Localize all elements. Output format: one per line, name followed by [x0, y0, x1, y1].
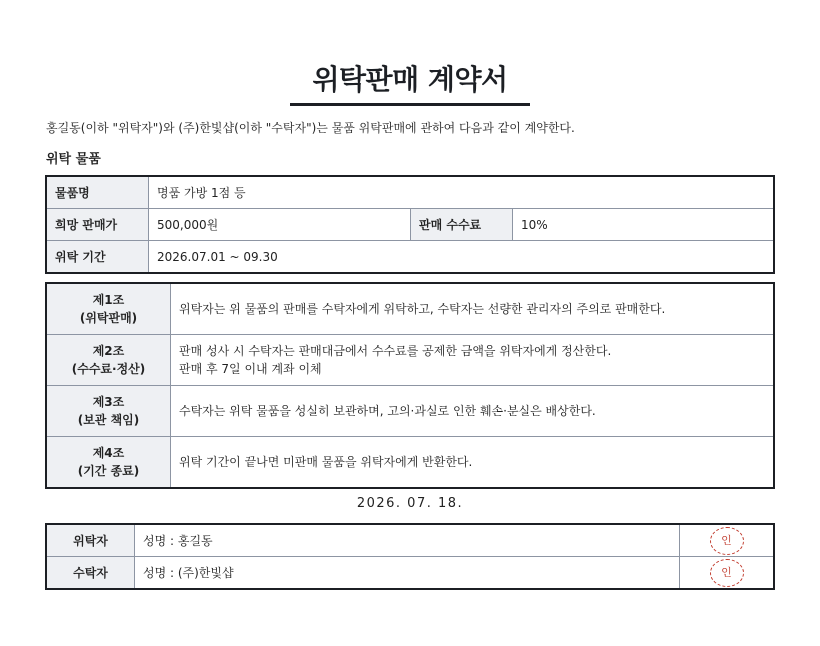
section-label-items: 위탁 물품 — [46, 152, 101, 167]
article-title: (위탁판매) — [79, 311, 138, 325]
signer-name: 성명 : (주)한빛샵 — [135, 557, 680, 589]
signer-name: 성명 : 홍길동 — [135, 525, 680, 557]
article-title: (기간 종료) — [77, 464, 140, 478]
article-text: 판매 성사 시 수탁자는 판매대금에서 수수료를 공제한 금액을 위탁자에게 정산한다. — [179, 344, 612, 358]
seal-stamp-icon: 인 — [710, 559, 744, 587]
table-row — [47, 437, 774, 488]
period-value: 2026.07.01 ~ 09.30 — [149, 241, 774, 273]
document-title: 위탁판매 계약서 — [290, 60, 530, 106]
seal-cell[interactable] — [680, 525, 774, 557]
article-content — [171, 335, 774, 386]
article-heading — [47, 437, 171, 488]
article-heading — [47, 335, 171, 386]
table-row — [47, 557, 774, 589]
contract-date: 2026. 07. 18. — [356, 496, 464, 511]
article-content — [171, 437, 774, 488]
article-text-sub: 판매 후 7일 이내 계좌 이체 — [179, 362, 322, 376]
signer-role: 수탁자 — [47, 557, 135, 589]
article-text: 위탁자는 위 물품의 판매를 수탁자에게 위탁하고, 수탁자는 선량한 관리자의 주의로 판매한다. — [179, 302, 666, 316]
fee-label: 판매 수수료 — [411, 209, 513, 241]
seal-stamp-icon: 인 — [710, 527, 744, 555]
article-heading — [47, 386, 171, 437]
article-content — [171, 284, 774, 335]
signature-table — [46, 524, 774, 589]
table-row — [47, 177, 774, 209]
article-number: 제2조 — [92, 344, 125, 358]
seal-cell[interactable] — [680, 557, 774, 589]
price-label: 희망 판매가 — [47, 209, 149, 241]
intro-paragraph: 홍길동(이하 "위탁자")와 (주)한빛샵(이하 "수탁자")는 물품 위탁판매에 관하여 다음과 같이 계약한다. — [46, 121, 575, 135]
table-row — [47, 241, 774, 273]
item-name-label: 물품명 — [47, 177, 149, 209]
article-text: 수탁자는 위탁 물품을 성실히 보관하며, 고의·과실로 인한 훼손·분실은 배상한다. — [179, 404, 596, 418]
item-name-value: 명품 가방 1점 등 — [149, 177, 774, 209]
table-row — [47, 525, 774, 557]
table-row — [47, 335, 774, 386]
table-row — [47, 284, 774, 335]
article-title: (수수료·정산) — [71, 362, 146, 376]
articles-table — [46, 283, 774, 488]
article-content — [171, 386, 774, 437]
table-row — [47, 209, 774, 241]
article-number: 제1조 — [92, 293, 125, 307]
article-title: (보관 책임) — [77, 413, 140, 427]
article-number: 제3조 — [92, 395, 125, 409]
article-number: 제4조 — [92, 446, 125, 460]
period-label: 위탁 기간 — [47, 241, 149, 273]
fee-value: 10% — [513, 209, 774, 241]
items-table — [46, 176, 774, 273]
article-text: 위탁 기간이 끝나면 미판매 물품을 위탁자에게 반환한다. — [179, 455, 473, 469]
price-value: 500,000원 — [149, 209, 411, 241]
signer-role: 위탁자 — [47, 525, 135, 557]
table-row — [47, 386, 774, 437]
article-heading — [47, 284, 171, 335]
